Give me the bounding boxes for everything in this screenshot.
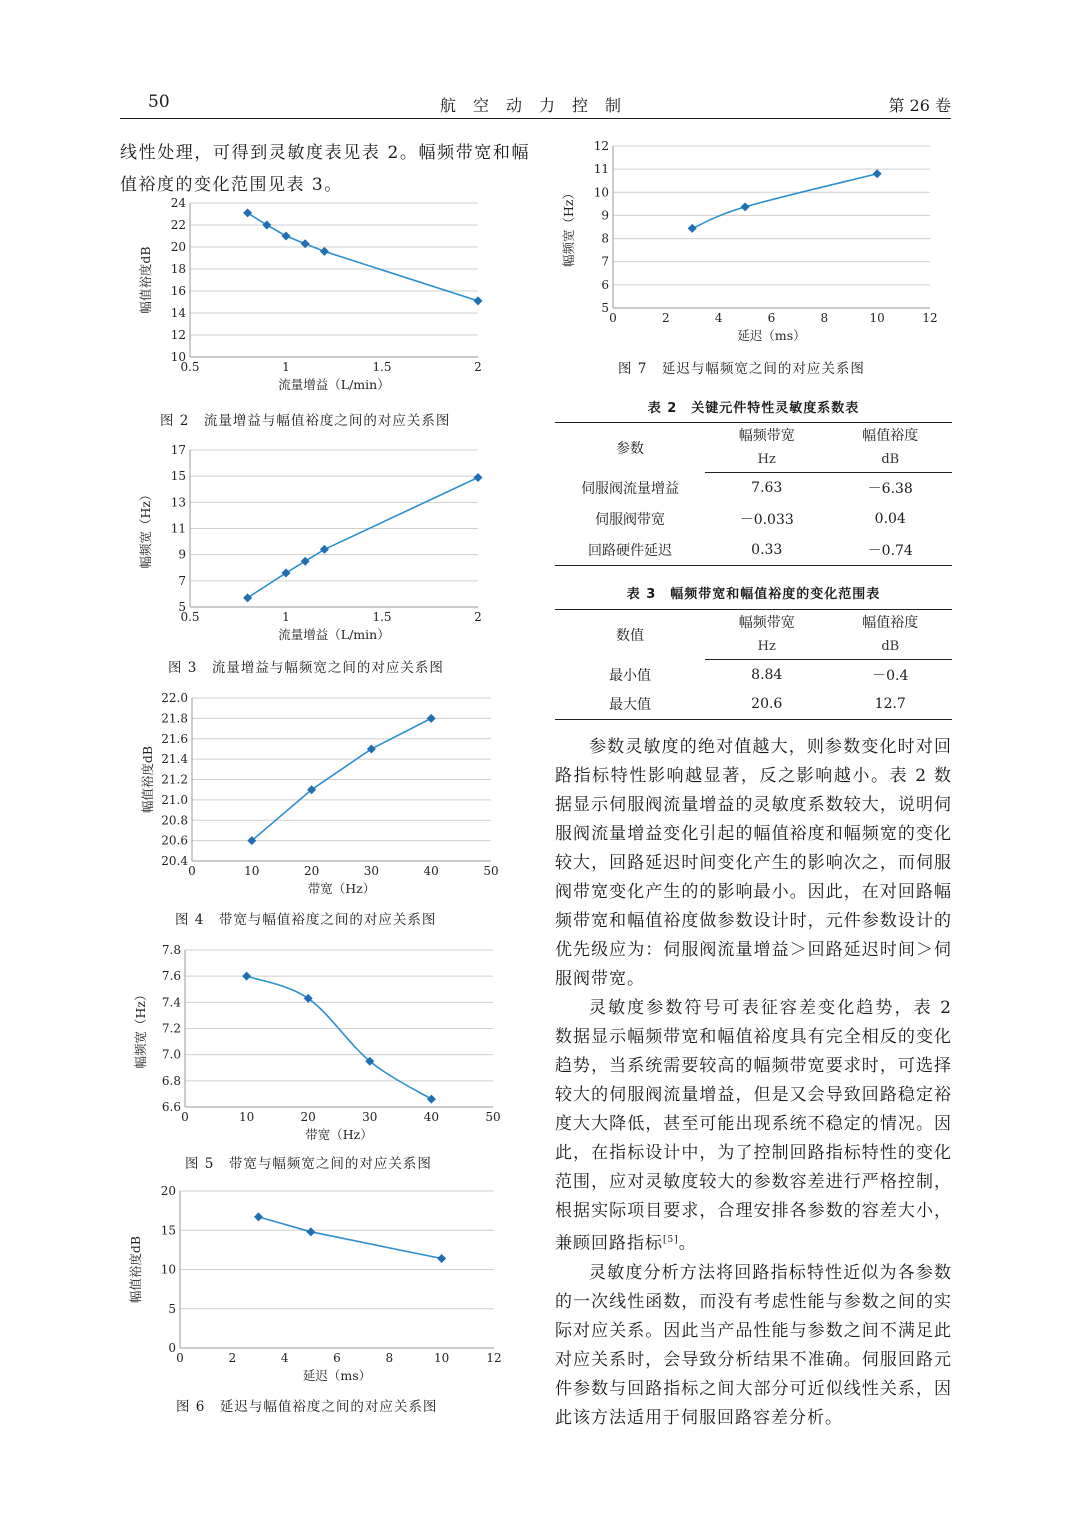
table2-header-param: 参数 [555,423,705,473]
y-tick-label: 22.0 [161,691,188,705]
y-tick-label: 20.8 [161,813,188,828]
y-tick-label: 10 [170,350,186,364]
data-point [306,1227,315,1236]
y-tick-label: 6.8 [161,1073,181,1088]
table3-header-col2-unit: dB [829,635,953,660]
y-tick-label: 7.4 [161,995,181,1010]
x-axis-title: 流量增益（L/min） [278,377,390,392]
x-tick-label: 1.5 [372,610,392,624]
y-tick-label: 20 [160,1184,176,1198]
table3-row-value2: 12.7 [829,690,953,720]
body-paragraph-2 [555,994,952,1259]
table-row [555,473,952,504]
y-axis-title: 幅值裕度dB [140,745,155,814]
x-tick-label: 2 [228,1351,237,1365]
table2-header-col2-unit: dB [829,448,953,473]
x-tick-label: 4 [714,311,723,325]
x-tick-label: 2 [474,360,482,374]
data-point [320,247,329,256]
table3-header-param: 数值 [555,610,705,660]
y-tick-label: 20 [170,240,186,254]
y-tick-label: 21.0 [161,792,188,807]
x-tick-label: 0 [176,1351,184,1365]
x-tick-label: 0.5 [180,610,200,624]
table3-row-value2: －0.4 [872,667,909,684]
data-point [474,296,483,305]
figure-caption-6: 图 6 延迟与幅值裕度之间的对应关系图 [176,1399,438,1415]
figure-caption-3: 图 3 流量增益与幅频宽之间的对应关系图 [168,660,444,676]
x-tick-label: 2 [474,610,482,624]
data-point [262,221,271,230]
x-tick-label: 12 [486,1351,502,1365]
x-tick-label: 10 [869,311,885,325]
y-tick-label: 12 [170,328,186,342]
x-tick-label: 40 [423,864,439,878]
data-point [243,593,252,602]
x-tick-label: 1 [282,360,290,374]
chart-delay-vs-amplitude-bandwidth [560,138,950,348]
data-point [741,202,750,211]
table3-row-name: 最小值 [609,667,651,684]
y-tick-label: 24 [170,196,186,210]
x-tick-label: 30 [362,1110,378,1124]
x-axis-title: 带宽（Hz） [307,881,376,896]
figure-caption-2: 图 2 流量增益与幅值裕度之间的对应关系图 [160,413,451,429]
y-tick-label: 7 [178,573,186,588]
y-axis-title: 幅值裕度dB [128,1235,143,1304]
y-axis-title: 幅频宽（Hz） [138,488,153,569]
x-tick-label: 4 [280,1351,289,1365]
table-row [555,660,952,690]
x-tick-label: 0 [181,1110,189,1124]
y-tick-label: 12 [593,139,609,153]
y-tick-label: 9 [178,547,186,562]
series-line [259,1217,442,1259]
y-tick-label: 16 [170,284,186,298]
figure-caption-4: 图 4 带宽与幅值裕度之间的对应关系图 [175,912,437,928]
data-point [243,208,252,217]
x-tick-label: 1.5 [372,360,392,374]
y-tick-label: 21.8 [161,711,188,726]
y-tick-label: 10 [160,1262,176,1277]
y-axis-title: 幅值裕度dB [138,246,153,314]
journal-title: 航空动力控制 [440,96,639,115]
data-point [301,557,310,566]
table-row [555,504,952,535]
y-tick-label: 6.6 [161,1100,181,1114]
y-tick-label: 18 [170,262,186,276]
y-tick-label: 7.2 [161,1021,181,1036]
table2-row-value1: －0.033 [739,512,794,528]
y-tick-label: 21.6 [161,731,188,746]
table3 [555,609,952,720]
y-tick-label: 8 [601,231,609,246]
series-line [692,174,877,229]
y-tick-label: 14 [170,306,186,320]
chart-flow-gain-vs-bandwidth [130,442,510,647]
y-tick-label: 21.2 [161,772,188,787]
data-point [320,545,329,554]
chart-flow-gain-vs-gain-margin [130,195,510,400]
table2-header-col1-unit: Hz [705,448,829,473]
figure-caption-7: 图 7 延迟与幅频宽之间的对应关系图 [618,361,865,377]
y-tick-label: 5 [178,600,186,614]
table2-row-value2: 0.04 [874,511,906,527]
table3-row-value1: 20.6 [705,690,829,720]
x-tick-label: 20 [303,864,320,878]
y-tick-label: 22 [170,218,186,232]
y-tick-label: 7.0 [161,1047,181,1062]
table2-caption: 表 2 关键元件特性灵敏度系数表 [647,401,860,416]
header-rule [120,118,951,119]
y-axis-title: 幅频宽（Hz） [133,988,148,1069]
y-tick-label: 7.6 [161,969,181,984]
x-tick-label: 6 [767,311,776,325]
x-tick-label: 0 [609,311,617,325]
body-paragraph-1: 参数灵敏度的绝对值越大，则参数变化时对回路指标特性影响越显著，反之影响越小。表 2 数据显示伺服阀流量增益的灵敏度系数较大，说明伺服阀流量增益变化引起的幅值裕度和幅频宽的变化较大，回路延迟时间变化产生的影响次之，而伺服阀带宽变化产生的的影响最小。因此，在对回路幅频带宽和幅值裕度做参数设计时，元件参数设计的优先级应为：伺服阀流量增益＞回路延迟时间＞伺服阀带宽。 [555,737,952,989]
y-tick-label: 9 [601,208,609,223]
data-point [437,1254,446,1263]
x-tick-label: 12 [922,311,938,325]
chart-bandwidth-vs-gain-margin [130,690,510,905]
y-tick-label: 5 [601,301,609,315]
data-point [427,714,436,723]
series-line [248,477,478,597]
x-axis-title: 延迟（ms） [737,328,806,343]
table2-header-col2: 幅值裕度 [829,423,953,448]
x-tick-label: 10 [244,864,260,878]
y-tick-label: 20.6 [161,833,188,848]
x-axis-title: 带宽（Hz） [305,1127,373,1142]
data-point [254,1212,263,1221]
table-row [555,535,952,566]
x-tick-label: 0.5 [180,360,200,374]
y-tick-label: 11 [170,521,186,536]
y-tick-label: 13 [170,495,186,510]
table2-row-name: 伺服阀带宽 [595,512,665,528]
y-tick-label: 20.4 [161,854,188,868]
table3-row-name: 最大值 [555,690,705,720]
table2-row-value2: －6.38 [867,481,913,498]
x-tick-label: 40 [423,1110,440,1124]
chart-bandwidth-vs-amplitude-bandwidth [130,940,510,1148]
y-axis-title: 幅频宽（Hz） [561,187,576,267]
table-row [555,690,952,720]
table3-header-col1: 幅频带宽 [705,610,829,635]
table3-header-col2: 幅值裕度 [829,610,953,635]
y-tick-label: 21.4 [161,752,188,767]
table3-caption: 表 3 幅频带宽和幅值裕度的变化范围表 [626,587,881,602]
y-tick-label: 6 [601,277,609,292]
x-axis-title: 流量增益（L/min） [278,627,390,642]
citation-ref[interactable]: [5] [663,1235,679,1245]
body-paragraph-2-end: 。 [678,1233,697,1254]
x-tick-label: 8 [820,311,829,325]
y-tick-label: 7.8 [161,943,181,957]
data-point [474,473,483,482]
data-point [688,224,697,233]
y-tick-label: 10 [593,185,609,200]
x-tick-label: 10 [238,1110,255,1124]
x-axis-title: 延迟（ms） [302,1368,372,1383]
data-point [367,744,376,753]
chart-delay-vs-gain-margin [130,1185,510,1390]
table3-header-col1-unit: Hz [705,635,829,660]
data-point [282,232,291,241]
table3-row-value1: 8.84 [751,666,783,683]
y-tick-label: 17 [170,443,186,457]
x-tick-label: 10 [434,1351,450,1365]
y-tick-label: 15 [160,1223,176,1238]
intro-paragraph: 线性处理，可得到灵敏度表见表 2。幅频带宽和幅值裕度的变化范围见表 3。 [120,143,531,195]
body-paragraph-2-text: 灵敏度参数符号可表征容差变化趋势，表 2 数据显示幅频带宽和幅值裕度具有完全相反的变化趋势，当系统需要较高的幅频带宽要求时，可选择较大的伺服阀流量增益，但是又会导致回路稳定裕度大大降低，甚至可能出现系统不稳定的情况。因此，在指标设计中，为了控制回路指标特性的变化范围，应对灵敏度较大的参数容差进行严格控制，根据实际项目要求，合理安排各参数的容差大小，兼顾回路指标 [555,998,952,1254]
y-tick-label: 5 [168,1301,176,1316]
table2 [555,422,952,566]
body-text [555,733,952,1433]
table2-row-name: 回路硬件延迟 [555,535,705,566]
y-tick-label: 11 [593,162,609,177]
table2-header-col1: 幅频带宽 [705,423,829,448]
x-tick-label: 50 [483,864,499,878]
x-tick-label: 50 [485,1110,501,1124]
table2-row-value1: 7.63 [751,480,783,497]
series-line [248,213,478,301]
data-point [282,568,291,577]
x-tick-label: 2 [662,311,670,325]
table2-row-name: 伺服阀流量增益 [581,481,679,497]
x-tick-label: 6 [333,1351,341,1365]
y-tick-label: 0 [168,1341,176,1355]
x-tick-label: 8 [385,1351,394,1365]
table2-row-value2: －0.74 [829,535,953,566]
data-point [242,972,251,981]
figure-caption-5: 图 5 带宽与幅频宽之间的对应关系图 [185,1156,432,1172]
x-tick-label: 30 [363,864,380,878]
data-point [427,1095,436,1104]
table2-row-value1: 0.33 [705,535,829,566]
x-tick-label: 0 [188,864,196,878]
page-number: 50 [148,92,170,112]
body-paragraph-3: 灵敏度分析方法将回路指标特性近似为各参数的一次线性函数，而没有考虑性能与参数之间的实际对应关系。因此当产品性能与参数之间不满足此对应关系时，会导致分析结果不准确。伺服回路元件参数与回路指标之间大部分可近似线性关系，因此该方法适用于伺服回路容差分析。 [555,1262,952,1428]
y-tick-label: 15 [170,469,186,484]
y-tick-label: 7 [601,254,609,269]
volume-label: 第 26 卷 [888,96,951,115]
data-point [873,169,882,178]
x-tick-label: 20 [300,1110,316,1124]
x-tick-label: 1 [282,610,290,624]
